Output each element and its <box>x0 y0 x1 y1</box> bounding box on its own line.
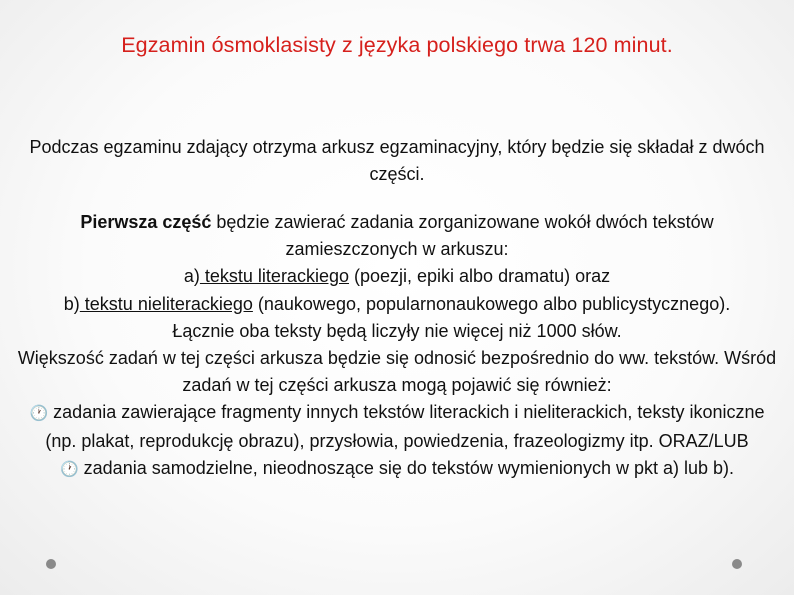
clock-bullet-icon: 🕐 <box>29 404 49 423</box>
item-a-text: (poezji, epiki albo dramatu) oraz <box>348 266 611 287</box>
slide-title: Egzamin ósmoklasisty z języka polskiego trwa 120 minut. <box>121 33 673 57</box>
majority-note: Większość zadań w tej części arkusza będzie się odnosić bezpośrednio do ww. tekstów. Wśród zadań w tej części arkusza mogą pojawić się również: <box>17 348 777 396</box>
part-one-intro <box>14 209 780 263</box>
decorative-dot-right <box>732 559 742 569</box>
clock-bullet-icon: 🕐 <box>59 459 79 478</box>
bullet-item-1-text: zadania zawierające fragmenty innych tekstów literackich i nieliterackich, teksty ikoniczne (np. plakat, reprodukcję obrazu), przysłowia, powiedzenia, frazeologizmy itp. ORAZ/LUB <box>45 402 765 451</box>
item-a-prefix: a) <box>183 266 200 287</box>
intro-paragraph: Podczas egzaminu zdający otrzyma arkusz egzaminacyjny, który będzie się składał z dwóch części. <box>29 137 765 184</box>
total-words-note: Łącznie oba teksty będą liczyły nie więcej niż 1000 słów. <box>172 320 622 341</box>
item-b <box>14 291 780 318</box>
bullet-item-2-text: zadania samodzielne, nieodnoszące się do tekstów wymienionych w pkt a) lub b). <box>78 457 735 478</box>
bullet-item-2 <box>14 455 780 483</box>
item-b-prefix: b) <box>63 293 80 314</box>
item-b-underlined: tekstu nieliterackiego <box>79 293 253 314</box>
part-one-intro-text: będzie zawierać zadania zorganizowane wokół dwóch tekstów zamieszczonych w arkuszu: <box>211 212 714 260</box>
item-a <box>14 263 780 290</box>
bullet-item-1 <box>14 399 780 454</box>
part-one-heading: Pierwsza część <box>80 212 212 232</box>
decorative-dot-left <box>46 559 56 569</box>
item-b-text: (naukowego, popularnonaukowego albo publicystycznego). <box>252 293 731 314</box>
part-one-section <box>14 209 780 483</box>
item-a-underlined: tekstu literackiego <box>199 266 349 287</box>
